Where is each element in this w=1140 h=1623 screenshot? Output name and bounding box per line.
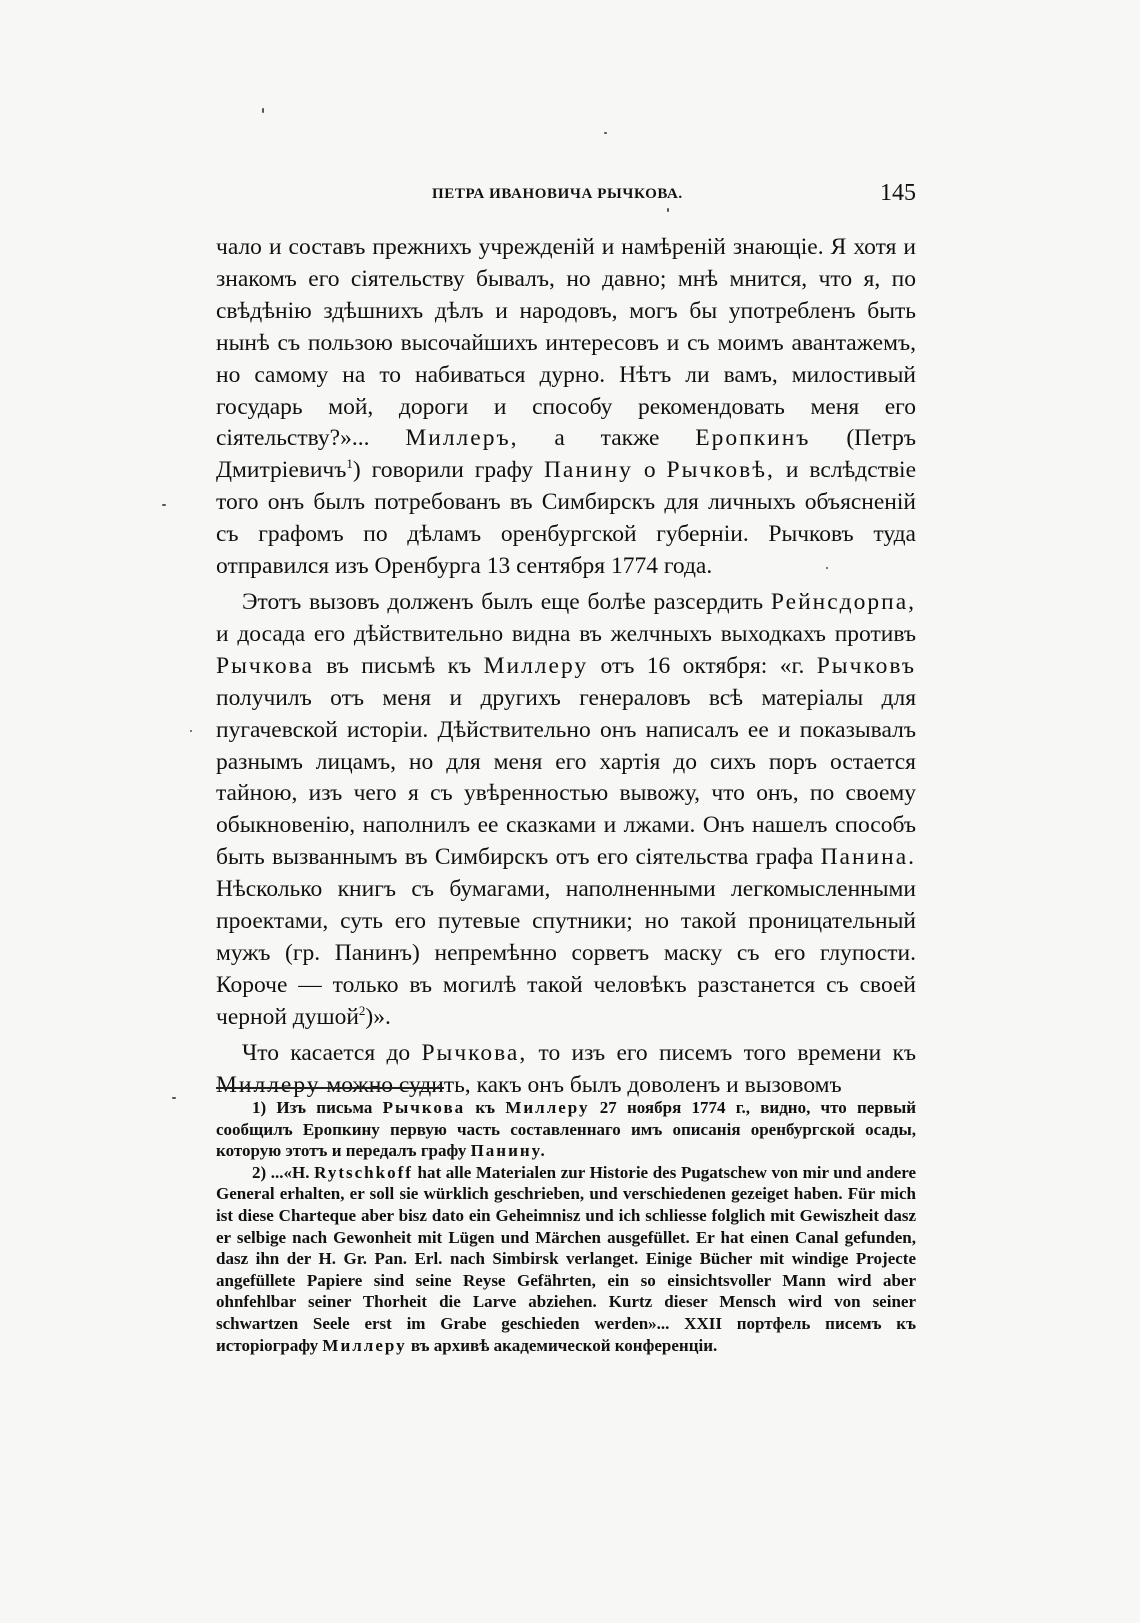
scan-speck [190, 730, 192, 732]
footnote-ref: 2 [358, 1002, 366, 1018]
text-run: можно судить, какъ онъ былъ доволенъ и вызовомъ [326, 1071, 842, 1098]
scan-speck [667, 208, 669, 212]
spaced-name: Миллеру [322, 1335, 407, 1355]
text-run: въ письмѣ къ [326, 652, 472, 679]
spaced-name: Рейнсдорпа, [770, 588, 917, 615]
spaced-name: Еропкинъ [695, 425, 811, 452]
text-run: чало и составъ прежнихъ учрежденій и намѣреній знающіе. Я хотя и знакомъ его сіятельству бывалъ, но давно; мнѣ мнится, что я, по свѣдѣнію здѣшнихъ дѣлъ и народовъ, могъ бы употребленъ быть нынѣ съ пользою высочайшихъ интересовъ и съ моимъ авантажемъ, но самому на то набиваться дурно. Нѣтъ ли вамъ, милостивый государь мой, дороги и способу рекомендовать меня его сіятельству?»... [216, 234, 916, 452]
running-head: ПЕТРА ИВАНОВИЧА РЫЧКОВА. [432, 186, 683, 202]
spaced-name: Рычкова [382, 1098, 466, 1117]
scan-speck [172, 1097, 176, 1099]
text-run: и досада его дѣйствительно видна въ желчныхъ выходкахъ противъ [216, 620, 916, 647]
footnote-2 [216, 1162, 916, 1356]
text-run: 27 ноября 1774 г., видно, что первый сообщилъ Еропкину первую часть составленнаго имъ описанія оренбургской осады, которую этотъ и передалъ графу [216, 1098, 917, 1161]
footnote-ref: 1 [346, 456, 353, 472]
text-run: ...«H. [270, 1162, 310, 1182]
text-run: къ [475, 1098, 496, 1117]
spaced-name: Панина. [820, 844, 916, 871]
text-run: Изъ письма [276, 1098, 373, 1117]
text-run: Этотъ вызовъ долженъ былъ еще болѣе разсердить [242, 588, 764, 615]
paragraph-2 [216, 587, 916, 1034]
text-run: Нѣсколько книгъ съ бумагами, наполненными легкомысленными проектами, суть его путевые спутники; но такой проницательный мужъ (гр. Панинъ) непремѣнно сорветъ маску съ его глупости. Короче — только въ могилѣ такой человѣкъ разстанется съ своей черной душой [216, 876, 916, 1030]
text-run: получилъ отъ меня и другихъ генераловъ всѣ матеріалы для пугачевской исторіи. Дѣйствительно онъ написалъ ее и показывалъ разнымъ лицамъ, но для меня его хартія до сихъ поръ остается тайною, изъ чего я съ увѣренностью вывожу, что онъ, по своему обыкновенію, наполнилъ ее сказками и лжами. Онъ нашелъ способъ быть вызваннымъ въ Симбирскъ отъ его сіятельства графа [216, 684, 916, 871]
text-run: отъ 16 октября: «г. [600, 652, 805, 679]
footnote-1 [216, 1097, 916, 1162]
text-run: hat alle Materialen zur Historie des Pugatschew von mir und andere General erhalten, er soll sie würklich geschrieben, und verschiedenen gezeiget haben. Für mich ist diese Charteque aber bisz dato ein Geheimnisz und ich schliesse folglich mit Gewiszheit dasz er selbige nach Gewonheit mit Lügen und Märchen ausgefüllet. Er hat einen Canal gefunden, dasz ihn der H. Gr. Pan. Erl. nach Simbirsk verlanget. Einige Bücher mit windige Projecte angefüllete Papiere sind seine Reyse Gefährten, ein so einsichtsvoller Mann wird aber ohnfehlbar seiner Thorheit die Larve abziehen. Kurtz dieser Mensch wird von seiner schwartzen Seele erst im Grabe geschieden werden»... XXII портфель писемъ къ исторіографу [216, 1162, 917, 1355]
spaced-name: Rytschkoff [314, 1162, 413, 1182]
text-run: (Петръ Дмитріевичъ [216, 425, 917, 484]
text-run: то изъ его писемъ того времени къ [538, 1039, 917, 1066]
text-run: ) говорили графу [352, 457, 533, 484]
spaced-name: Миллеру [505, 1098, 590, 1117]
spaced-name: Рычкова, [421, 1039, 528, 1066]
spaced-name: Рычковѣ, [666, 457, 775, 484]
text-run: о [643, 457, 656, 484]
paragraph-1 [216, 232, 916, 583]
spaced-name: Панину [543, 457, 633, 484]
text-run: Что касается до [242, 1039, 411, 1066]
spaced-name: Миллеру [216, 1071, 321, 1098]
scan-speck [604, 132, 607, 134]
text-run: )». [365, 1003, 391, 1030]
footnote-mark: 1) [252, 1098, 267, 1117]
scan-speck [162, 504, 166, 506]
paragraph-3 [216, 1038, 916, 1102]
main-text [216, 232, 916, 1101]
footnote-separator [216, 1087, 444, 1089]
footnotes [216, 1097, 916, 1356]
spaced-name: Миллеру [483, 652, 589, 679]
spaced-name: Миллеръ, [405, 425, 519, 452]
text-run: и вслѣдствіе того онъ былъ потребованъ въ Симбирскъ для личныхъ объясненій съ графомъ по дѣламъ оренбургской губерніи. Рычковъ туда отправился изъ Оренбурга 13 сентября 1774 года. [216, 457, 917, 580]
spaced-name: Рычковъ [816, 652, 917, 679]
page-number: 145 [880, 180, 916, 206]
footnote-mark: 2) [252, 1162, 267, 1182]
text-run: а также [554, 425, 660, 452]
spaced-name: Панину. [470, 1141, 547, 1161]
scan-speck [262, 108, 264, 113]
text-run: въ архивѣ академической конференціи. [410, 1335, 718, 1355]
scan-speck [826, 567, 828, 569]
spaced-name: Рычкова [216, 652, 314, 679]
page-header [216, 180, 916, 216]
